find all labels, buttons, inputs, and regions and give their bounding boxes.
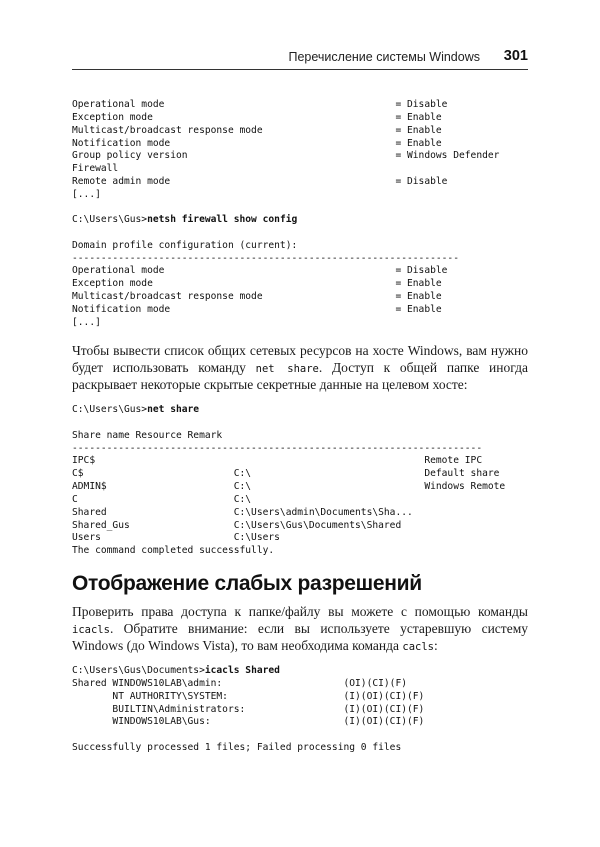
code-block-net-share xyxy=(72,404,505,558)
code-line: C$ C:\ Default share xyxy=(72,468,500,480)
code-line: C C:\ xyxy=(72,493,252,505)
code-line: Notification mode = Enable xyxy=(72,137,442,149)
inline-code: icacls xyxy=(72,623,110,636)
code-line: Shared_Gus C:\Users\Gus\Documents\Shared xyxy=(72,519,402,531)
code-line: BUILTIN\Administrators: (I)(OI)(CI)(F) xyxy=(72,703,425,715)
code-line: Group policy version = Windows Defender xyxy=(72,150,500,162)
code-block-firewall-state xyxy=(72,99,499,202)
code-prompt: C:\Users\Gus\Documents> xyxy=(72,665,205,676)
code-line: ------------------------------------------------------------------- xyxy=(72,252,459,264)
inline-code: net share xyxy=(255,362,319,375)
code-line: Multicast/broadcast response mode = Enable xyxy=(72,124,442,136)
code-line: Remote admin mode = Disable xyxy=(72,176,448,188)
code-line: NT AUTHORITY\SYSTEM: (I)(OI)(CI)(F) xyxy=(72,690,425,702)
inline-code: cacls xyxy=(402,641,434,653)
code-line: [...] xyxy=(72,316,101,328)
running-header xyxy=(72,47,528,70)
code-line: Operational mode = Disable xyxy=(72,265,448,277)
code-line: Shared C:\Users\admin\Documents\Sha... xyxy=(72,506,413,518)
code-line: WINDOWS10LAB\Gus: (I)(OI)(CI)(F) xyxy=(72,716,425,728)
code-prompt: C:\Users\Gus> xyxy=(72,214,148,225)
code-line: [...] xyxy=(72,188,101,200)
code-line: Operational mode = Disable xyxy=(72,99,448,110)
code-block-icacls xyxy=(72,665,424,755)
code-prompt: C:\Users\Gus> xyxy=(72,404,148,415)
code-line: Domain profile configuration (current): xyxy=(72,239,298,251)
code-command: icacls Shared xyxy=(204,665,280,676)
code-command: netsh firewall show config xyxy=(147,214,298,225)
code-line: Multicast/broadcast response mode = Enable xyxy=(72,291,442,303)
paragraph-net-share: Чтобы вывести список общих сетевых ресурсов на хосте Windows, вам нужно будет использовать команду net share. Доступ к общей папке иногда раскрывает некоторые скрытые секретные данные на целевом хосте: xyxy=(72,343,528,392)
page-number: 301 xyxy=(503,48,528,64)
code-line: Shared WINDOWS10LAB\admin: (OI)(CI)(F) xyxy=(72,677,408,689)
code-line: Exception mode = Enable xyxy=(72,111,442,123)
code-line: Users C:\Users xyxy=(72,532,280,544)
code-line: ----------------------------------------------------------------------- xyxy=(72,442,483,454)
code-line: ADMIN$ C:\ Windows Remote xyxy=(72,481,506,493)
code-line: IPC$ Remote IPC xyxy=(72,455,483,467)
code-block-firewall-config xyxy=(72,214,459,330)
section-heading: Отображение слабых разрешений xyxy=(72,572,422,595)
paragraph-icacls: Проверить права доступа к папке/файлу вы можете с помощью команды icacls. Обратите внимание: если вы используете устаревшую систему Windows (до Windows Vista), то вам необходима команда cacls: xyxy=(72,604,528,653)
code-line: Exception mode = Enable xyxy=(72,278,442,290)
running-title: Перечисление системы Windows xyxy=(288,50,480,64)
code-line: Successfully processed 1 files; Failed processing 0 files xyxy=(72,742,402,754)
code-line: Firewall xyxy=(72,163,119,175)
code-command: net share xyxy=(147,404,200,415)
code-line: Notification mode = Enable xyxy=(72,303,442,315)
code-line: Share name Resource Remark xyxy=(72,429,223,441)
code-line: The command completed successfully. xyxy=(72,545,275,557)
